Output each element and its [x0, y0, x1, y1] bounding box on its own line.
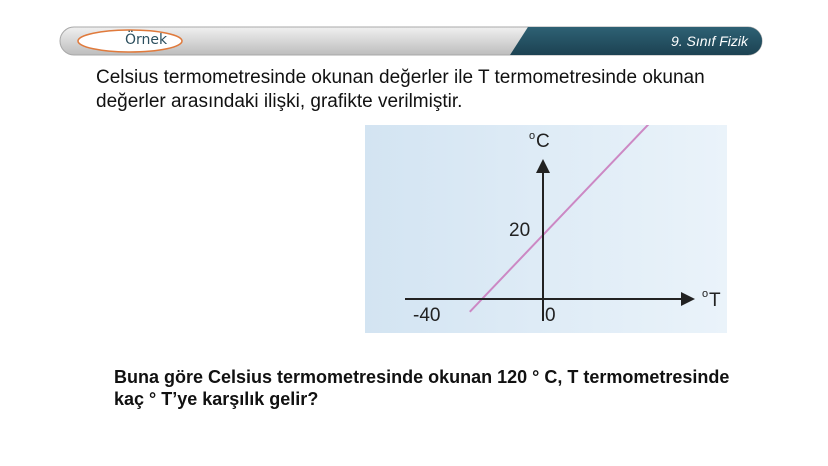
y-tick-label-20: 20 — [509, 220, 531, 241]
graph — [365, 125, 727, 333]
y-axis-label: C — [536, 131, 550, 152]
course-label: 9. Sınıf Fizik — [670, 33, 748, 49]
header-bar — [0, 0, 828, 70]
x-axis-label: T — [709, 290, 721, 311]
x-tick-label-0: 0 — [545, 305, 556, 326]
graph-svg — [365, 125, 727, 333]
intro-text: Celsius termometresinde okunan değerler ile T termometresinde okunan değerler arasındaki ilişki, grafikte verilmiştir. — [96, 67, 705, 112]
x-tick-label-minus40: -40 — [413, 305, 441, 326]
question-text: Buna göre Celsius termometresinde okunan 120 ° C, T termometresinde kaç ° T’ye karşılık gelir? — [114, 367, 730, 409]
tag-label: Örnek — [124, 32, 168, 48]
graph-background — [365, 125, 727, 333]
x-axis-label-degree: o — [702, 288, 709, 300]
y-axis-label-degree: o — [529, 130, 536, 142]
